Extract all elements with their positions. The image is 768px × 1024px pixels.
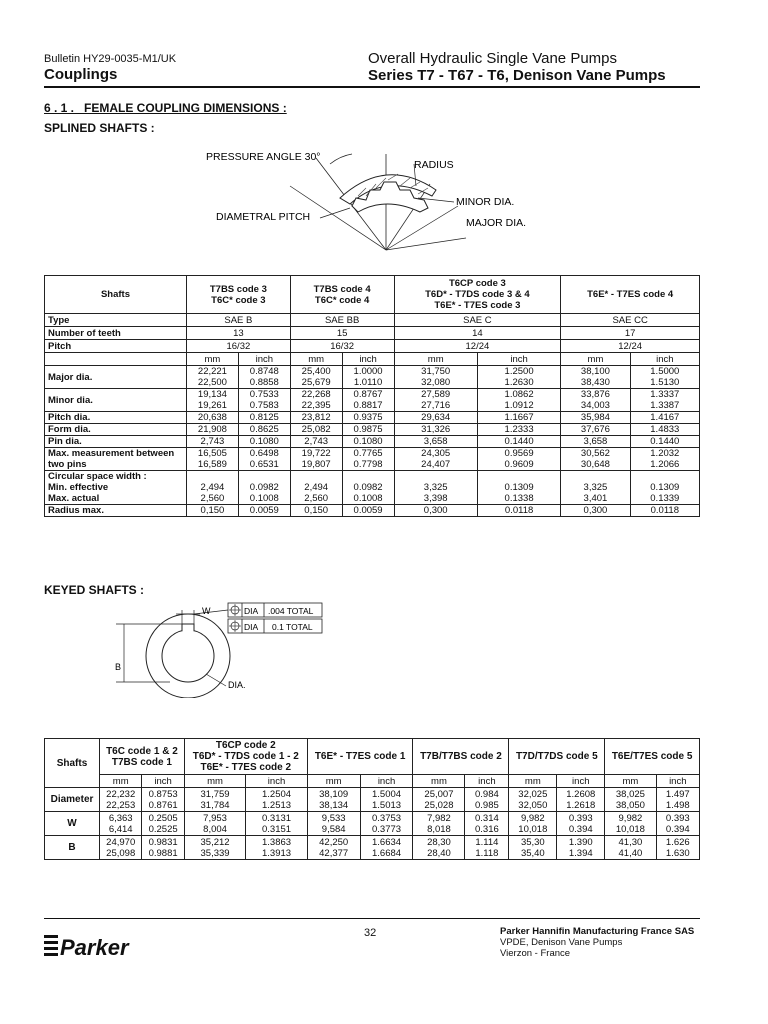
value-cell: 41,30 41,40 [605, 836, 656, 860]
value-cell: 0.8748 0.8858 [238, 366, 290, 389]
table-row [45, 424, 700, 436]
value-cell: 1.4167 [630, 412, 699, 424]
document-title: Overall Hydraulic Single Vane Pumps [368, 50, 618, 67]
value-cell: 0,150 [187, 505, 239, 517]
value-cell: 25,400 25,679 [290, 366, 342, 389]
value-cell: 38,109 38,134 [307, 788, 360, 812]
unit-header: inch [360, 775, 413, 788]
value-cell: 1.5004 1.5013 [360, 788, 413, 812]
value-cell: 22,268 22,395 [290, 389, 342, 412]
row-label: Form dia. [45, 424, 187, 436]
unit-header: mm [187, 353, 239, 366]
shaft-group-header: T6CP code 3 T6D* - T7DS code 3 & 4 T6E* - T7ES code 3 [394, 276, 561, 314]
value-cell: 31,326 [394, 424, 477, 436]
value-cell: 38,100 38,430 [561, 366, 630, 389]
value-cell: 29,634 [394, 412, 477, 424]
value-cell: 0.0118 [630, 505, 699, 517]
value-cell: 37,676 [561, 424, 630, 436]
type-value: SAE CC [561, 314, 700, 327]
value-cell: 1.1667 [477, 412, 560, 424]
value-cell: 20,638 [187, 412, 239, 424]
value-cell: 3,658 [394, 436, 477, 448]
value-cell: 0.1309 0.1338 [477, 471, 560, 505]
minor-dia-label: MINOR DIA. [456, 196, 515, 208]
value-cell: 0,150 [290, 505, 342, 517]
value-cell: 9,533 9,584 [307, 812, 360, 836]
document-subtitle: Series T7 - T67 - T6, Denison Vane Pumps [368, 67, 666, 84]
shaft-group-header: T6C code 1 & 2 T7BS code 1 [100, 739, 185, 775]
value-cell: 1.0862 1.0912 [477, 389, 560, 412]
teeth-label: Number of teeth [45, 327, 187, 340]
shaft-group-header: T7BS code 4 T6C* code 4 [290, 276, 394, 314]
value-cell: 0.7765 0.7798 [342, 448, 394, 471]
b-label: B [115, 662, 122, 672]
value-cell: 25,007 25,028 [413, 788, 465, 812]
pitch-value: 12/24 [561, 340, 700, 353]
row-label: Circular space width : Min. effective Max. actual [45, 471, 187, 505]
value-cell: 42,250 42,377 [307, 836, 360, 860]
unit-header: mm [184, 775, 245, 788]
value-cell: 0.314 0.316 [465, 812, 509, 836]
value-cell: 0.8125 [238, 412, 290, 424]
value-cell: 0.0118 [477, 505, 560, 517]
section-title: 6 . 1 . FEMALE COUPLING DIMENSIONS : [44, 101, 287, 115]
value-cell: 35,984 [561, 412, 630, 424]
unit-header: inch [142, 775, 184, 788]
value-cell: 31,759 31,784 [184, 788, 245, 812]
value-cell: 1.2504 1.2513 [246, 788, 307, 812]
value-cell: 33,876 34,003 [561, 389, 630, 412]
value-cell: 0.9875 [342, 424, 394, 436]
value-cell: 0.9831 0.9881 [142, 836, 184, 860]
unit-header: mm [394, 353, 477, 366]
value-cell: 0.9375 [342, 412, 394, 424]
value-cell: 0.1440 [630, 436, 699, 448]
value-cell: 1.6634 1.6684 [360, 836, 413, 860]
value-cell: 6,363 6,414 [100, 812, 142, 836]
value-cell: 30,562 30,648 [561, 448, 630, 471]
value-cell: 21,908 [187, 424, 239, 436]
section-name: Couplings [44, 66, 118, 83]
value-cell: 22,232 22,253 [100, 788, 142, 812]
value-cell: 0.3131 0.3151 [246, 812, 307, 836]
value-cell: 27,589 27,716 [394, 389, 477, 412]
unit-header: mm [307, 775, 360, 788]
unit-header: inch [557, 775, 605, 788]
table-row [45, 366, 700, 389]
type-label: Type [45, 314, 187, 327]
unit-header: inch [342, 353, 394, 366]
value-cell: 0,300 [394, 505, 477, 517]
value-cell: 1.626 1.630 [656, 836, 699, 860]
pressure-angle-label: PRESSURE ANGLE 30° [206, 151, 321, 163]
value-cell: 0.0059 [342, 505, 394, 517]
table-row [45, 471, 700, 505]
table-row [45, 836, 700, 860]
value-cell: 9,982 10,018 [605, 812, 656, 836]
table-row [45, 412, 700, 424]
keyed-shaft-diagram [110, 598, 340, 698]
value-cell: 1.497 1.498 [656, 788, 699, 812]
value-cell: 0.1309 0.1339 [630, 471, 699, 505]
type-value: SAE BB [290, 314, 394, 327]
value-cell: 3,325 3,401 [561, 471, 630, 505]
row-label: Max. measurement between two pins [45, 448, 187, 471]
value-cell: 1.114 1.118 [465, 836, 509, 860]
value-cell: 0.0982 0.1008 [238, 471, 290, 505]
table-row [45, 788, 700, 812]
diametral-pitch-label: DIAMETRAL PITCH [216, 211, 311, 223]
value-cell: 0.8625 [238, 424, 290, 436]
major-dia-label: MAJOR DIA. [466, 217, 527, 229]
value-cell: 35,30 35,40 [509, 836, 557, 860]
value-cell: 24,305 24,407 [394, 448, 477, 471]
value-cell: 1.2032 1.2066 [630, 448, 699, 471]
value-cell: 2,494 2,560 [187, 471, 239, 505]
splined-shaft-table [44, 275, 700, 517]
value-cell: 35,212 35,339 [184, 836, 245, 860]
keyed-shaft-table [44, 738, 700, 860]
unit-header: inch [238, 353, 290, 366]
value-cell: 1.2500 1.2630 [477, 366, 560, 389]
value-cell: 19,134 19,261 [187, 389, 239, 412]
svg-text:DIA: DIA [244, 606, 259, 616]
radius-label: RADIUS [414, 159, 454, 171]
pitch-value: 16/32 [290, 340, 394, 353]
shafts-header: Shafts [45, 276, 187, 314]
value-cell: 22,221 22,500 [187, 366, 239, 389]
table-row [45, 436, 700, 448]
footer-rule [44, 918, 700, 919]
row-label: Diameter [45, 788, 100, 812]
unit-header: mm [290, 353, 342, 366]
type-value: SAE C [394, 314, 561, 327]
value-cell: 0.1080 [238, 436, 290, 448]
value-cell: 25,082 [290, 424, 342, 436]
value-cell: 2,494 2,560 [290, 471, 342, 505]
dia-label: DIA. [228, 680, 246, 690]
svg-text:0.1 TOTAL: 0.1 TOTAL [272, 622, 313, 632]
value-cell: 2,743 [290, 436, 342, 448]
shaft-group-header: T7B/T7BS code 2 [413, 739, 509, 775]
teeth-value: 13 [187, 327, 291, 340]
unit-header: inch [630, 353, 699, 366]
teeth-value: 17 [561, 327, 700, 340]
value-cell: 0.0982 0.1008 [342, 471, 394, 505]
company-division: VPDE, Denison Vane Pumps [500, 937, 623, 948]
value-cell: 24,970 25,098 [100, 836, 142, 860]
row-label: W [45, 812, 100, 836]
value-cell: 19,722 19,807 [290, 448, 342, 471]
unit-header: mm [100, 775, 142, 788]
unit-header: inch [656, 775, 699, 788]
page-number: 32 [364, 927, 377, 939]
splined-heading: SPLINED SHAFTS : [44, 121, 155, 135]
value-cell: 9,982 10,018 [509, 812, 557, 836]
shaft-group-header: T7BS code 3 T6C* code 3 [187, 276, 291, 314]
unit-header: mm [561, 353, 630, 366]
row-label: Radius max. [45, 505, 187, 517]
row-label: B [45, 836, 100, 860]
blank-cell [45, 353, 187, 366]
value-cell: 0.6498 0.6531 [238, 448, 290, 471]
w-label: W [202, 606, 211, 616]
value-cell: 1.4833 [630, 424, 699, 436]
teeth-value: 14 [394, 327, 561, 340]
value-cell: 3,325 3,398 [394, 471, 477, 505]
unit-header: inch [246, 775, 307, 788]
value-cell: 1.2608 1.2618 [557, 788, 605, 812]
value-cell: 0.393 0.394 [557, 812, 605, 836]
keyed-heading: KEYED SHAFTS : [44, 583, 145, 597]
value-cell: 28,30 28,40 [413, 836, 465, 860]
table-row [45, 505, 700, 517]
company-name: Parker Hannifin Manufacturing France SAS [500, 926, 695, 937]
value-cell: 0.984 0.985 [465, 788, 509, 812]
value-cell: 0.7533 0.7583 [238, 389, 290, 412]
unit-header: inch [477, 353, 560, 366]
value-cell: 0.8767 0.8817 [342, 389, 394, 412]
unit-header: inch [465, 775, 509, 788]
value-cell: 31,750 32,080 [394, 366, 477, 389]
value-cell: 1.0000 1.0110 [342, 366, 394, 389]
svg-text:.004 TOTAL: .004 TOTAL [268, 606, 314, 616]
shafts-header: Shafts [45, 739, 100, 788]
value-cell: 7,982 8,018 [413, 812, 465, 836]
pitch-value: 16/32 [187, 340, 291, 353]
value-cell: 0.1440 [477, 436, 560, 448]
unit-header: mm [413, 775, 465, 788]
shaft-group-header: T6E/T7ES code 5 [605, 739, 700, 775]
value-cell: 0.9569 0.9609 [477, 448, 560, 471]
parker-logo [44, 929, 136, 961]
bulletin-number: Bulletin HY29-0035-M1/UK [44, 53, 177, 65]
row-label: Minor dia. [45, 389, 187, 412]
value-cell: 0.0059 [238, 505, 290, 517]
shaft-group-header: T7D/T7DS code 5 [509, 739, 605, 775]
company-location: Vierzon - France [500, 948, 571, 959]
shaft-group-header: T6E* - T7ES code 1 [307, 739, 413, 775]
value-cell: 38,025 38,050 [605, 788, 656, 812]
value-cell: 0.393 0.394 [656, 812, 699, 836]
value-cell: 0.2505 0.2525 [142, 812, 184, 836]
value-cell: 0.1080 [342, 436, 394, 448]
table-row [45, 389, 700, 412]
row-label: Pin dia. [45, 436, 187, 448]
pitch-value: 12/24 [394, 340, 561, 353]
svg-text:DIA: DIA [244, 622, 259, 632]
row-label: Major dia. [45, 366, 187, 389]
tolerance-frame-2 [228, 619, 322, 633]
teeth-value: 15 [290, 327, 394, 340]
value-cell: 23,812 [290, 412, 342, 424]
value-cell: 32,025 32,050 [509, 788, 557, 812]
value-cell: 0.3753 0.3773 [360, 812, 413, 836]
row-label: Pitch dia. [45, 412, 187, 424]
value-cell: 1.3863 1.3913 [246, 836, 307, 860]
svg-text:Parker: Parker [60, 935, 129, 960]
header-rule [44, 86, 700, 88]
value-cell: 16,505 16,589 [187, 448, 239, 471]
value-cell: 1.3337 1.3387 [630, 389, 699, 412]
tolerance-frame-1 [228, 603, 322, 617]
type-value: SAE B [187, 314, 291, 327]
table-row [45, 448, 700, 471]
value-cell: 2,743 [187, 436, 239, 448]
value-cell: 0.8753 0.8761 [142, 788, 184, 812]
spline-diagram [200, 146, 540, 256]
value-cell: 7,953 8,004 [184, 812, 245, 836]
shaft-group-header: T6CP code 2 T6D* - T7DS code 1 - 2 T6E* - T7ES code 2 [184, 739, 307, 775]
value-cell: 3,658 [561, 436, 630, 448]
pitch-label: Pitch [45, 340, 187, 353]
shaft-group-header: T6E* - T7ES code 4 [561, 276, 700, 314]
value-cell: 1.2333 [477, 424, 560, 436]
value-cell: 0,300 [561, 505, 630, 517]
value-cell: 1.390 1.394 [557, 836, 605, 860]
unit-header: mm [509, 775, 557, 788]
unit-header: mm [605, 775, 656, 788]
table-row [45, 812, 700, 836]
value-cell: 1.5000 1.5130 [630, 366, 699, 389]
